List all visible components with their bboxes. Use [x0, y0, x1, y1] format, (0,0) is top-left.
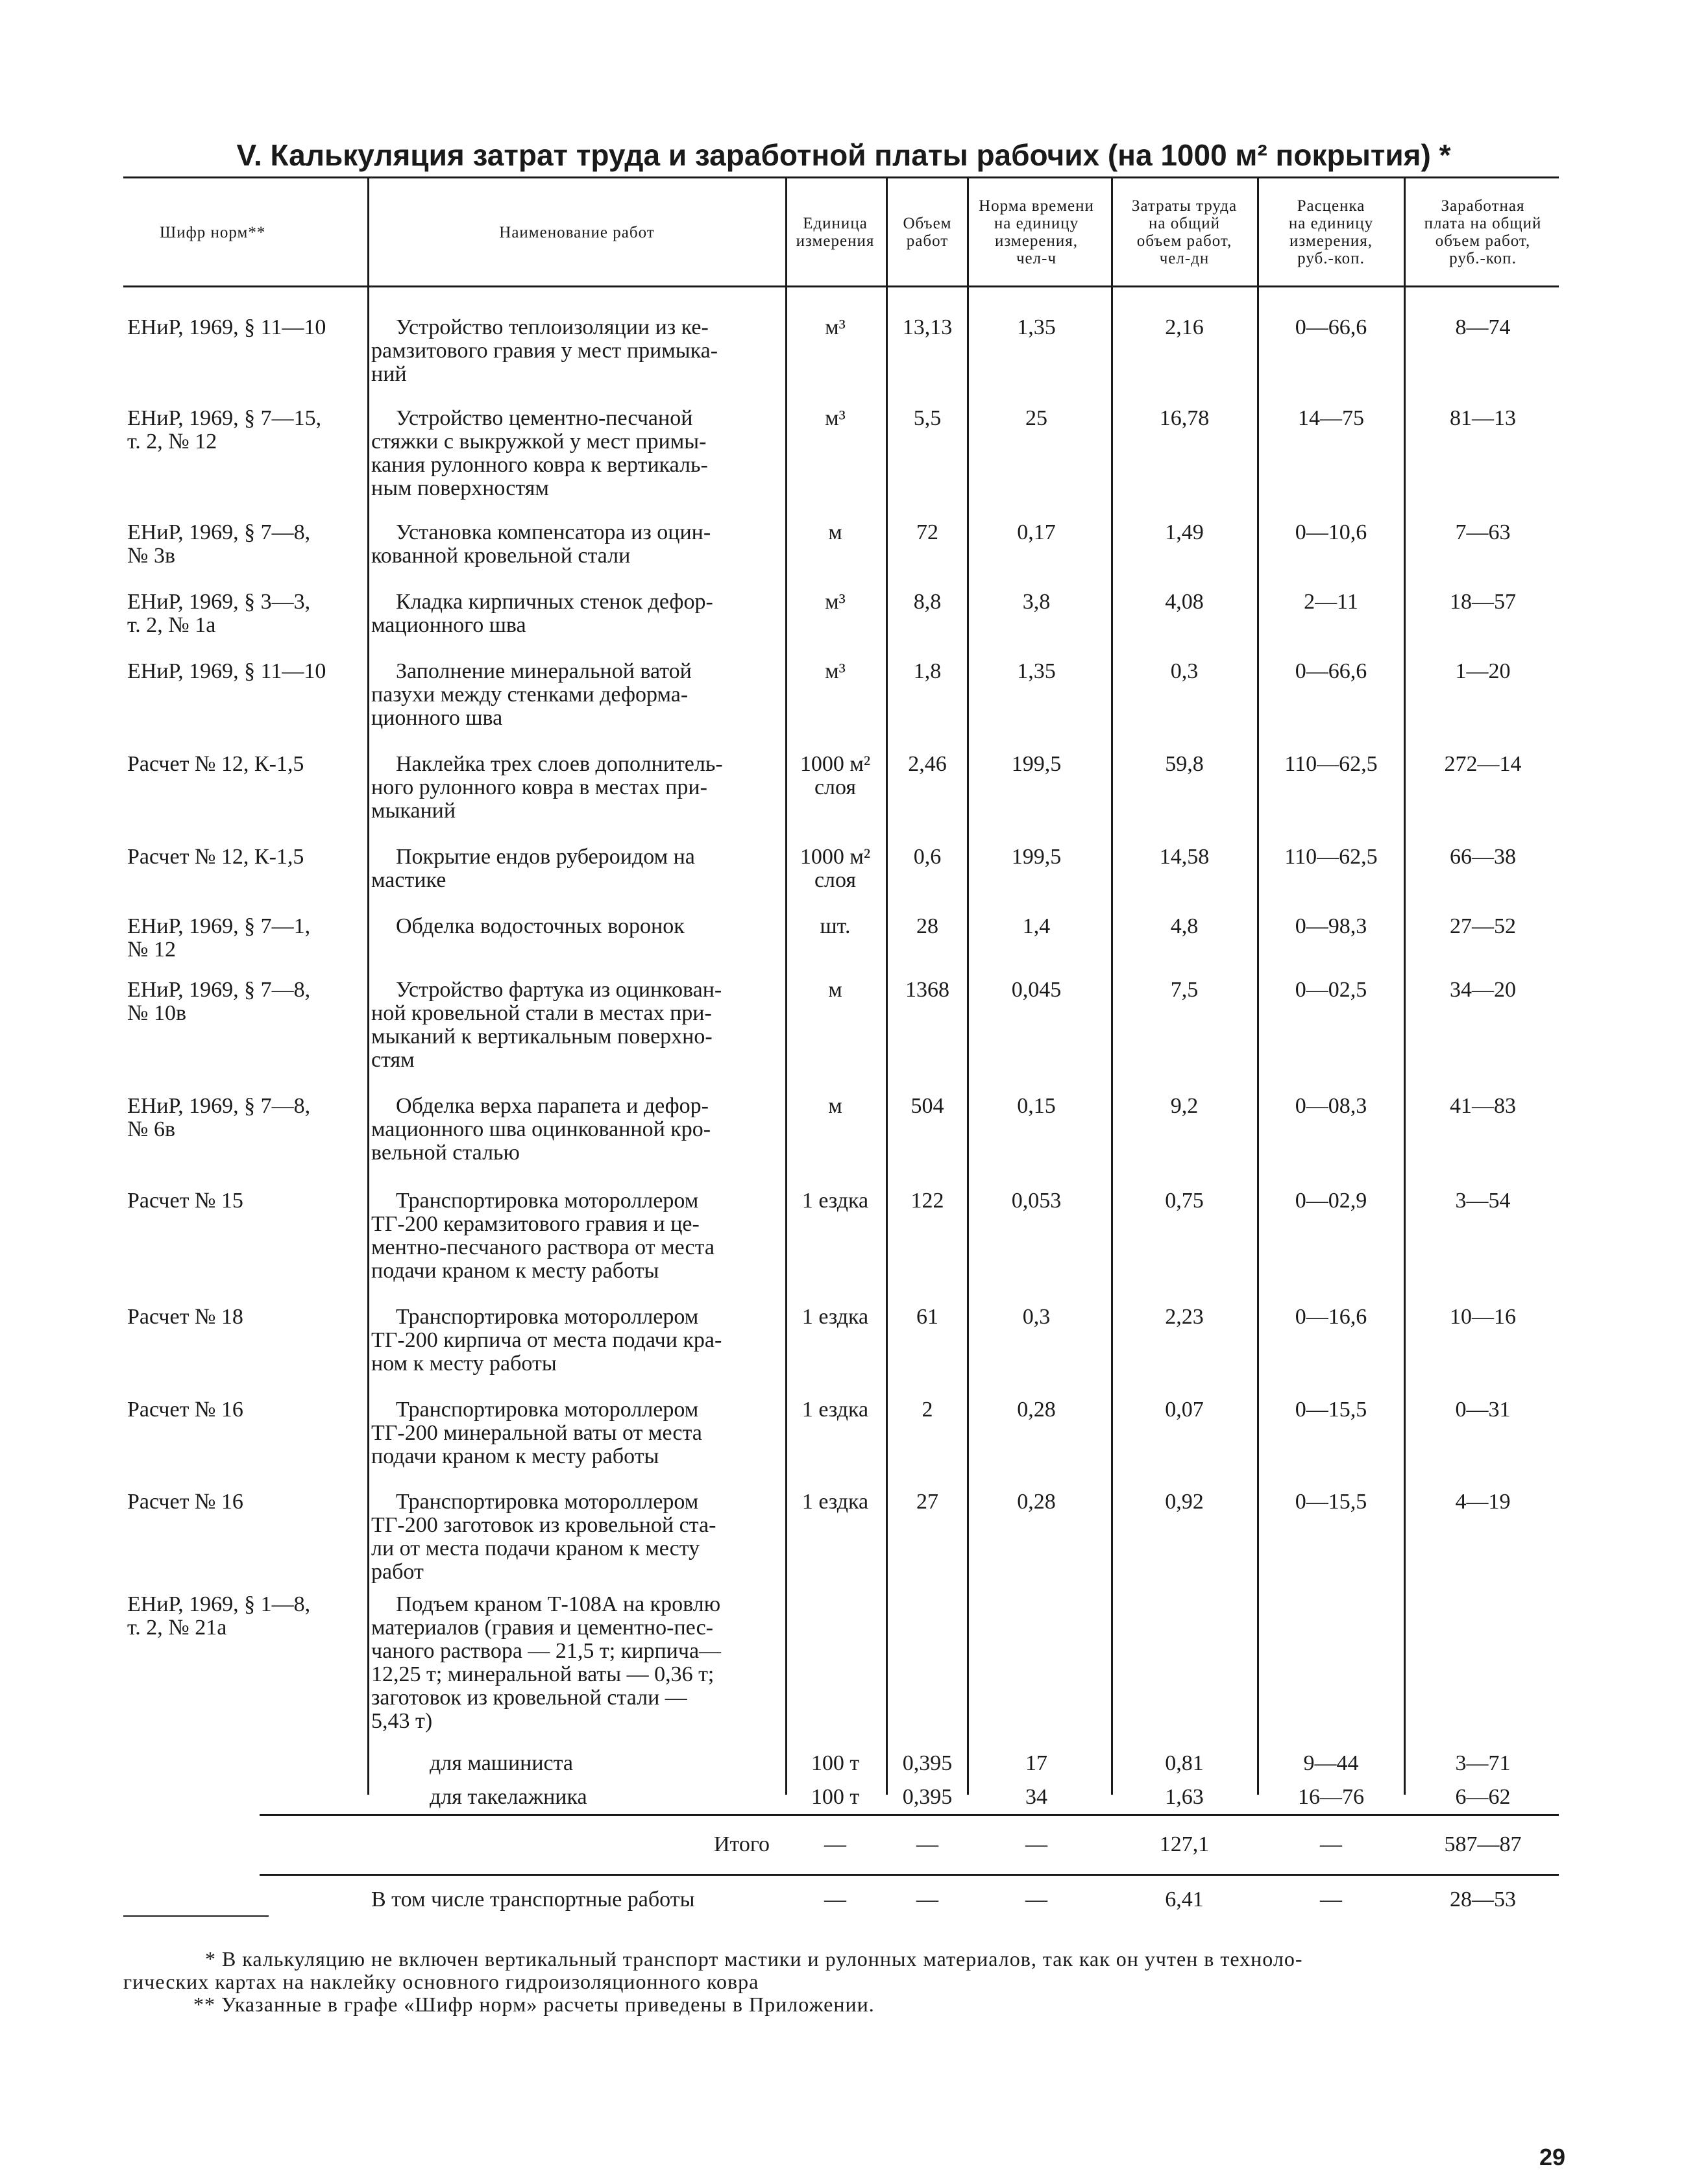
- row-rate: 0—02,5: [1295, 978, 1367, 1002]
- row-labor: 14,58: [1159, 845, 1210, 869]
- header-labor-line: на общий: [1149, 215, 1220, 232]
- row-labor: 2,16: [1165, 315, 1204, 339]
- header-unit-line: Единица: [803, 215, 868, 232]
- subrow-labor: 1,63: [1165, 1785, 1204, 1809]
- row-unit: м³: [825, 406, 846, 430]
- header-name: Наименование работ: [499, 223, 655, 241]
- totals-label: В том числе транспортные работы: [371, 1887, 695, 1911]
- header-labor-line: объем работ,: [1136, 232, 1232, 250]
- totals-rate: —: [1320, 1887, 1342, 1911]
- row-labor: 7,5: [1170, 978, 1199, 1002]
- row-name: Транспортировка мотороллером: [396, 1490, 699, 1514]
- row-name: стям: [371, 1048, 415, 1072]
- row-unit: слоя: [814, 868, 857, 892]
- row-rate: 0—15,5: [1295, 1490, 1367, 1514]
- footnote-line: * В калькуляцию не включен вертикальный транспорт мастики и рулонных материалов, так как он учтен в техноло-: [205, 1947, 1303, 1971]
- row-name: Транспортировка мотороллером: [396, 1305, 699, 1329]
- header-rate-line: измерения,: [1289, 232, 1373, 250]
- subrow-name: для машиниста: [430, 1751, 573, 1775]
- row-volume: 13,13: [902, 315, 953, 339]
- row-volume: 0,6: [913, 845, 942, 869]
- row-volume: 27: [916, 1490, 938, 1514]
- row-rate: 2—11: [1304, 590, 1358, 614]
- table-title: V. Калькуляция затрат труда и заработной платы рабочих (на 1000 м² покрытия) *: [236, 138, 1451, 172]
- row-norm: 0,28: [1017, 1398, 1056, 1422]
- row-norm: 199,5: [1011, 752, 1062, 776]
- row-volume: 72: [916, 520, 938, 544]
- row-name: мационного шва: [371, 613, 526, 637]
- row-name: Подъем краном Т-108А на кровлю: [396, 1592, 721, 1616]
- row-name: Устройство цементно-песчаной: [396, 406, 693, 430]
- row-cipher: ЕНиР, 1969, § 7—15,: [127, 406, 322, 430]
- header-bottom-rule: [123, 285, 1559, 287]
- row-unit: 1 ездка: [801, 1490, 869, 1514]
- row-unit: 1000 м²: [800, 752, 871, 776]
- row-volume: 504: [910, 1094, 944, 1118]
- row-name: ного рулонного ковра в местах при-: [371, 775, 707, 799]
- row-unit: слоя: [814, 775, 857, 799]
- row-name: мастике: [371, 868, 446, 892]
- row-name: ний: [371, 362, 407, 386]
- row-wage: 41—83: [1450, 1094, 1516, 1118]
- row-rate: 0—66,6: [1295, 315, 1367, 339]
- row-wage: 1—20: [1455, 659, 1511, 683]
- row-name: материалов (гравия и цементно-пес-: [371, 1616, 713, 1640]
- row-cipher: Расчет № 18: [127, 1305, 243, 1329]
- row-name: Транспортировка мотороллером: [396, 1189, 699, 1213]
- row-name: 12,25 т; минеральной ваты — 0,36 т;: [371, 1662, 715, 1686]
- footnote-rule: [123, 1915, 269, 1917]
- header-wage: [1408, 187, 1558, 278]
- row-unit: 1000 м²: [800, 845, 871, 869]
- row-rate: 0—10,6: [1295, 520, 1367, 544]
- row-norm: 0,15: [1017, 1094, 1056, 1118]
- column-rule: [886, 176, 888, 1795]
- row-wage: 0—31: [1455, 1398, 1511, 1422]
- totals-wage: 28—53: [1450, 1887, 1516, 1911]
- row-name: работ: [371, 1560, 424, 1584]
- totals-wage: 587—87: [1444, 1832, 1522, 1856]
- row-cipher: ЕНиР, 1969, § 7—8,: [127, 978, 311, 1002]
- row-unit: м³: [825, 659, 846, 683]
- subrow-rate: 9—44: [1303, 1751, 1359, 1775]
- row-norm: 1,35: [1017, 659, 1056, 683]
- row-cipher: т. 2, № 1а: [127, 613, 216, 637]
- row-name: Установка компенсатора из оцин-: [396, 520, 711, 544]
- header-labor-line: чел-дн: [1159, 250, 1210, 267]
- row-labor: 0,07: [1165, 1398, 1204, 1422]
- header-wage-line: руб.-коп.: [1449, 250, 1517, 267]
- row-norm: 1,35: [1017, 315, 1056, 339]
- row-rate: 110—62,5: [1284, 752, 1378, 776]
- row-cipher: № 6в: [127, 1117, 175, 1141]
- row-rate: 14—75: [1298, 406, 1364, 430]
- row-labor: 0,75: [1165, 1189, 1204, 1213]
- row-name: Устройство фартука из оцинкован-: [396, 978, 722, 1002]
- row-unit: м³: [825, 590, 846, 614]
- totals-unit: —: [824, 1887, 846, 1911]
- row-unit: шт.: [820, 914, 851, 938]
- row-cipher: № 10в: [127, 1001, 186, 1025]
- row-name: ТГ-200 минеральной ваты от места: [371, 1421, 702, 1445]
- row-volume: 8,8: [913, 590, 942, 614]
- row-name: ТГ-200 керамзитового гравия и це-: [371, 1212, 700, 1236]
- row-volume: 5,5: [913, 406, 942, 430]
- row-name: чаного раствора — 21,5 т; кирпича—: [371, 1639, 722, 1663]
- row-name: подачи краном к месту работы: [371, 1444, 659, 1468]
- totals-volume: —: [916, 1832, 938, 1856]
- row-norm: 3,8: [1022, 590, 1051, 614]
- subrow-rate: 16—76: [1298, 1785, 1364, 1809]
- row-name: Устройство теплоизоляции из ке-: [396, 315, 709, 339]
- totals-norm: —: [1025, 1832, 1047, 1856]
- row-name: мационного шва оцинкованной кро-: [371, 1117, 711, 1141]
- row-cipher: ЕНиР, 1969, § 7—8,: [127, 520, 311, 544]
- row-norm: 0,28: [1017, 1490, 1056, 1514]
- row-unit: 1 ездка: [801, 1398, 869, 1422]
- row-norm: 0,17: [1017, 520, 1056, 544]
- row-norm: 0,053: [1011, 1189, 1062, 1213]
- totals-mid-rule: [260, 1874, 1559, 1876]
- row-volume: 1368: [905, 978, 949, 1002]
- row-cipher: т. 2, № 12: [127, 430, 217, 454]
- totals-top-rule: [260, 1814, 1559, 1816]
- subrow-unit: 100 т: [811, 1785, 860, 1809]
- row-volume: 2: [922, 1398, 933, 1422]
- row-cipher: № 3в: [127, 544, 175, 568]
- header-volume-line: работ: [906, 232, 949, 250]
- row-cipher: № 12: [127, 938, 176, 962]
- header-rate-line: руб.-коп.: [1297, 250, 1365, 267]
- row-cipher: т. 2, № 21а: [127, 1616, 227, 1640]
- header-unit: [787, 187, 884, 278]
- row-name: заготовок из кровельной стали —: [371, 1686, 687, 1710]
- totals-labor: 127,1: [1159, 1832, 1210, 1856]
- row-cipher: ЕНиР, 1969, § 1—8,: [127, 1592, 311, 1616]
- row-labor: 4,8: [1170, 914, 1199, 938]
- row-labor: 9,2: [1170, 1094, 1199, 1118]
- header-wage-line: объем работ,: [1435, 232, 1531, 250]
- header-labor: [1115, 187, 1254, 278]
- row-labor: 0,92: [1165, 1490, 1204, 1514]
- row-wage: 7—63: [1455, 520, 1511, 544]
- row-name: ментно-песчаного раствора от места: [371, 1235, 715, 1259]
- row-wage: 66—38: [1450, 845, 1516, 869]
- header-norm-line: Норма времени: [979, 197, 1094, 215]
- row-name: мыканий к вертикальным поверхно-: [371, 1025, 713, 1049]
- subrow-volume: 0,395: [902, 1751, 953, 1775]
- footnote-line: гических картах на наклейку основного гидроизоляционного ковра: [123, 1970, 759, 1993]
- row-norm: 199,5: [1011, 845, 1062, 869]
- row-name: кованной кровельной стали: [371, 544, 631, 568]
- row-cipher: ЕНиР, 1969, § 3—3,: [127, 590, 311, 614]
- row-norm: 0,3: [1022, 1305, 1051, 1329]
- row-name: кания рулонного ковра к вертикаль-: [371, 453, 708, 477]
- totals-volume: —: [916, 1887, 938, 1911]
- row-volume: 1,8: [913, 659, 942, 683]
- row-cipher: Расчет № 12, К-1,5: [127, 845, 304, 869]
- subrow-unit: 100 т: [811, 1751, 860, 1775]
- footnote-line: ** Указанные в графе «Шифр норм» расчеты приведены в Приложении.: [193, 1993, 875, 2016]
- header-rate: [1260, 187, 1402, 278]
- row-name: Обделка водосточных воронок: [396, 914, 685, 938]
- header-wage-line: Заработная: [1441, 197, 1525, 215]
- page-number: 29: [1539, 2144, 1566, 2170]
- row-name: Заполнение минеральной ватой: [396, 659, 692, 683]
- row-norm: 0,045: [1011, 978, 1062, 1002]
- subrow-labor: 0,81: [1165, 1751, 1204, 1775]
- row-volume: 61: [916, 1305, 938, 1329]
- totals-label: Итого: [713, 1832, 770, 1856]
- row-wage: 81—13: [1450, 406, 1516, 430]
- row-rate: 0—02,9: [1295, 1189, 1367, 1213]
- totals-labor: 6,41: [1165, 1887, 1204, 1911]
- row-wage: 272—14: [1444, 752, 1522, 776]
- header-rate-line: Расценка: [1297, 197, 1365, 215]
- row-name: Наклейка трех слоев дополнитель-: [396, 752, 723, 776]
- row-wage: 4—19: [1455, 1490, 1511, 1514]
- column-rule: [1257, 176, 1259, 1795]
- row-name: ТГ-200 кирпича от места подачи кра-: [371, 1328, 722, 1352]
- subrow-wage: 6—62: [1455, 1785, 1511, 1809]
- row-name: 5,43 т): [371, 1709, 433, 1733]
- row-cipher: Расчет № 16: [127, 1398, 243, 1422]
- column-rule: [1404, 176, 1406, 1795]
- header-volume: [889, 187, 966, 278]
- column-rule: [367, 176, 369, 1795]
- row-cipher: Расчет № 16: [127, 1490, 243, 1514]
- row-name: ным поверхностям: [371, 476, 549, 500]
- subrow-name: для такелажника: [430, 1785, 587, 1809]
- row-name: стяжки с выкружкой у мест примы-: [371, 430, 707, 454]
- header-norm-line: чел-ч: [1016, 250, 1057, 267]
- row-volume: 2,46: [908, 752, 947, 776]
- totals-rate: —: [1320, 1832, 1342, 1856]
- row-unit: 1 ездка: [801, 1189, 869, 1213]
- row-cipher: ЕНиР, 1969, § 7—8,: [127, 1094, 311, 1118]
- row-name: мыканий: [371, 799, 456, 823]
- row-name: Транспортировка мотороллером: [396, 1398, 699, 1422]
- row-wage: 8—74: [1455, 315, 1511, 339]
- row-name: ном к месту работы: [371, 1352, 557, 1376]
- subrow-volume: 0,395: [902, 1785, 953, 1809]
- row-rate: 0—98,3: [1295, 914, 1367, 938]
- row-name: рамзитового гравия у мест примыка-: [371, 339, 718, 363]
- totals-unit: —: [824, 1832, 846, 1856]
- row-wage: 18—57: [1450, 590, 1516, 614]
- header-labor-line: Затраты труда: [1131, 197, 1238, 215]
- row-name: Обделка верха парапета и дефор-: [396, 1094, 709, 1118]
- row-cipher: ЕНиР, 1969, § 7—1,: [127, 914, 311, 938]
- row-unit: 1 ездка: [801, 1305, 869, 1329]
- row-labor: 16,78: [1159, 406, 1210, 430]
- header-cipher: Шифр норм**: [160, 223, 266, 241]
- row-name: ли от места подачи краном к месту: [371, 1536, 700, 1560]
- header-volume-line: Объем: [903, 215, 952, 232]
- row-rate: 110—62,5: [1284, 845, 1378, 869]
- row-wage: 27—52: [1450, 914, 1516, 938]
- row-name: ной кровельной стали в местах при-: [371, 1001, 712, 1025]
- row-wage: 10—16: [1450, 1305, 1516, 1329]
- row-cipher: ЕНиР, 1969, § 11—10: [127, 659, 326, 683]
- header-unit-line: измерения: [796, 232, 875, 250]
- totals-norm: —: [1025, 1887, 1047, 1911]
- header-norm-line: измерения,: [995, 232, 1078, 250]
- subrow-norm: 17: [1025, 1751, 1047, 1775]
- row-norm: 1,4: [1022, 914, 1051, 938]
- row-name: ционного шва: [371, 706, 503, 730]
- row-wage: 3—54: [1455, 1189, 1511, 1213]
- row-name: вельной сталью: [371, 1141, 520, 1165]
- header-wage-line: плата на общий: [1424, 215, 1542, 232]
- row-volume: 122: [910, 1189, 944, 1213]
- row-cipher: ЕНиР, 1969, § 11—10: [127, 315, 326, 339]
- row-cipher: Расчет № 12, К-1,5: [127, 752, 304, 776]
- row-labor: 1,49: [1165, 520, 1204, 544]
- header-norm-line: на единицу: [994, 215, 1079, 232]
- row-wage: 34—20: [1450, 978, 1516, 1002]
- row-name: Кладка кирпичных стенок дефор-: [396, 590, 713, 614]
- column-rule: [1111, 176, 1113, 1795]
- row-name: пазухи между стенками деформа-: [371, 683, 689, 707]
- row-norm: 25: [1025, 406, 1047, 430]
- row-labor: 4,08: [1165, 590, 1204, 614]
- header-top-rule: [123, 176, 1559, 178]
- subrow-norm: 34: [1025, 1785, 1047, 1809]
- row-rate: 0—15,5: [1295, 1398, 1367, 1422]
- row-labor: 59,8: [1165, 752, 1204, 776]
- row-name: подачи краном к месту работы: [371, 1259, 659, 1283]
- row-rate: 0—66,6: [1295, 659, 1367, 683]
- row-labor: 0,3: [1170, 659, 1199, 683]
- header-norm: [968, 187, 1105, 278]
- row-unit: м³: [825, 315, 846, 339]
- row-cipher: Расчет № 15: [127, 1189, 243, 1213]
- row-rate: 0—16,6: [1295, 1305, 1367, 1329]
- row-rate: 0—08,3: [1295, 1094, 1367, 1118]
- row-name: ТГ-200 заготовок из кровельной ста-: [371, 1513, 716, 1537]
- row-volume: 28: [916, 914, 938, 938]
- row-unit: м: [828, 1094, 842, 1118]
- subrow-wage: 3—71: [1455, 1751, 1511, 1775]
- row-unit: м: [828, 978, 842, 1002]
- row-name: Покрытие ендов рубероидом на: [396, 845, 695, 869]
- header-rate-line: на единицу: [1288, 215, 1374, 232]
- row-unit: м: [828, 520, 842, 544]
- row-labor: 2,23: [1165, 1305, 1204, 1329]
